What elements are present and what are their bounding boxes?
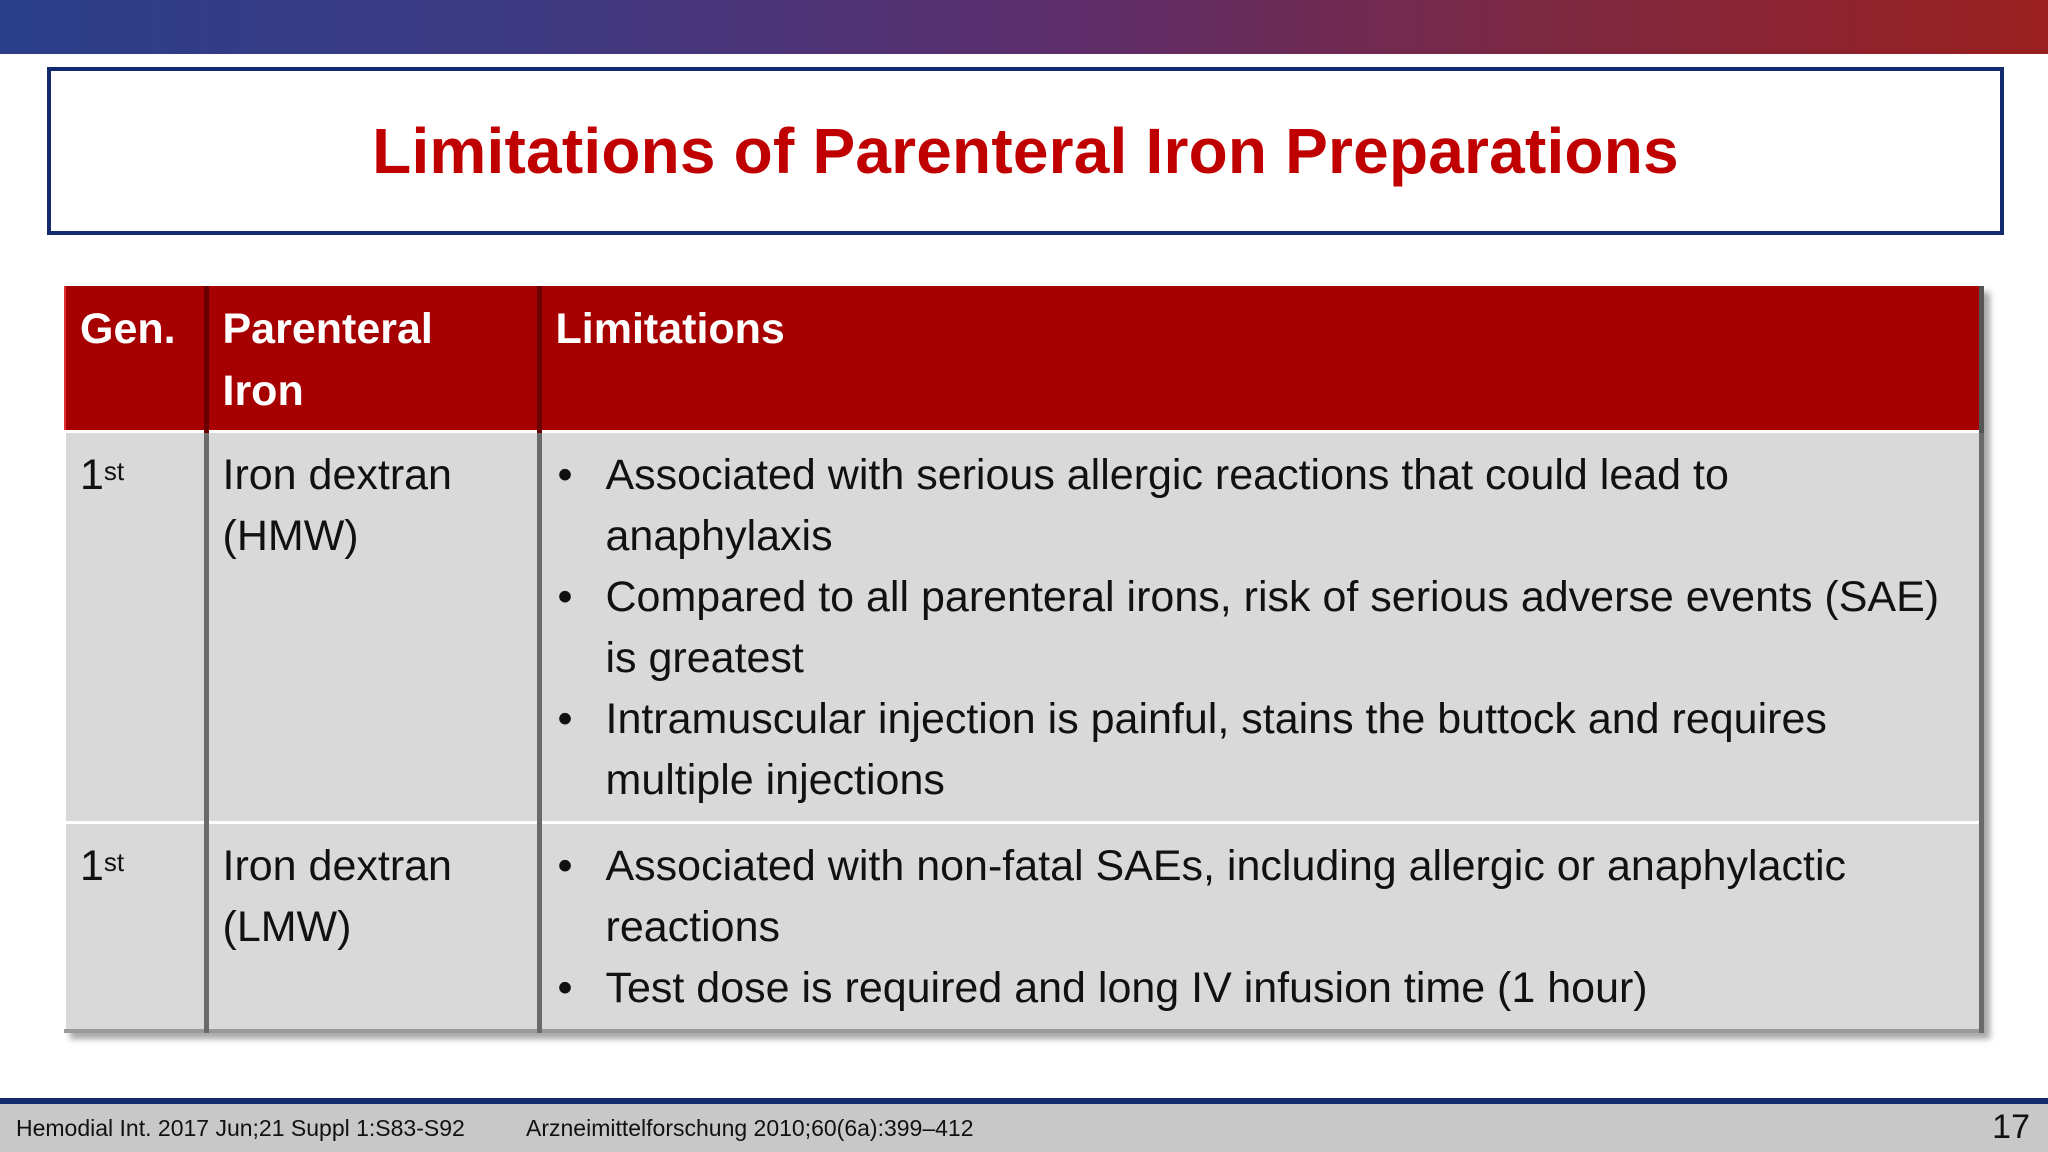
limitations-cell bbox=[539, 432, 1982, 823]
title-box bbox=[47, 67, 2004, 235]
list-item bbox=[556, 445, 1966, 567]
limitations-list bbox=[556, 836, 1966, 1019]
limitations-table-wrapper bbox=[64, 286, 1984, 1033]
table-row bbox=[65, 432, 1982, 823]
limitation-text: Compared to all parenteral irons, risk of serious adverse events (SAE) is greatest bbox=[605, 573, 1940, 682]
list-item bbox=[556, 836, 1966, 958]
gen-number: 1 bbox=[80, 451, 104, 499]
reference-1: Hemodial Int. 2017 Jun;21 Suppl 1:S83-S92 bbox=[16, 1115, 465, 1141]
page-number: 17 bbox=[1992, 1108, 2030, 1146]
bullet-icon: • bbox=[557, 451, 573, 499]
list-item bbox=[556, 567, 1966, 689]
bullet-icon: • bbox=[557, 964, 573, 1012]
gen-suffix: st bbox=[103, 456, 125, 486]
limitations-table bbox=[64, 286, 1984, 1033]
reference-2: Arzneimittelforschung 2010;60(6a):399–412 bbox=[526, 1115, 974, 1141]
gen-number: 1 bbox=[80, 842, 104, 890]
bullet-icon: • bbox=[557, 573, 573, 621]
limitations-list bbox=[556, 445, 1966, 811]
limitation-text: Associated with non-fatal SAEs, including allergic or anaphylactic reactions bbox=[605, 842, 1846, 951]
table-header-row bbox=[65, 286, 1982, 432]
gen-cell bbox=[65, 432, 206, 823]
slide-title: Limitations of Parenteral Iron Preparations bbox=[372, 115, 1679, 187]
header-gen: Gen. bbox=[65, 286, 206, 432]
limitation-text: Associated with serious allergic reactions that could lead to anaphylaxis bbox=[605, 451, 1729, 560]
limitation-text: Intramuscular injection is painful, stains the buttock and requires multiple injections bbox=[605, 695, 1827, 804]
table-row bbox=[65, 823, 1982, 1032]
header-parenteral-iron: Parenteral Iron bbox=[206, 286, 539, 432]
gen-cell bbox=[65, 823, 206, 1032]
gen-suffix: st bbox=[103, 847, 125, 877]
list-item bbox=[556, 958, 1966, 1019]
limitations-cell bbox=[539, 823, 1982, 1032]
bullet-icon: • bbox=[557, 695, 573, 743]
header-limitations: Limitations bbox=[539, 286, 1982, 432]
limitation-text: Test dose is required and long IV infusion time (1 hour) bbox=[605, 964, 1648, 1012]
bullet-icon: • bbox=[557, 842, 573, 890]
list-item bbox=[556, 689, 1966, 811]
iron-cell: Iron dextran (HMW) bbox=[206, 432, 539, 823]
top-gradient-band bbox=[0, 0, 2048, 54]
iron-cell: Iron dextran (LMW) bbox=[206, 823, 539, 1032]
footer-bar bbox=[0, 1104, 2048, 1152]
